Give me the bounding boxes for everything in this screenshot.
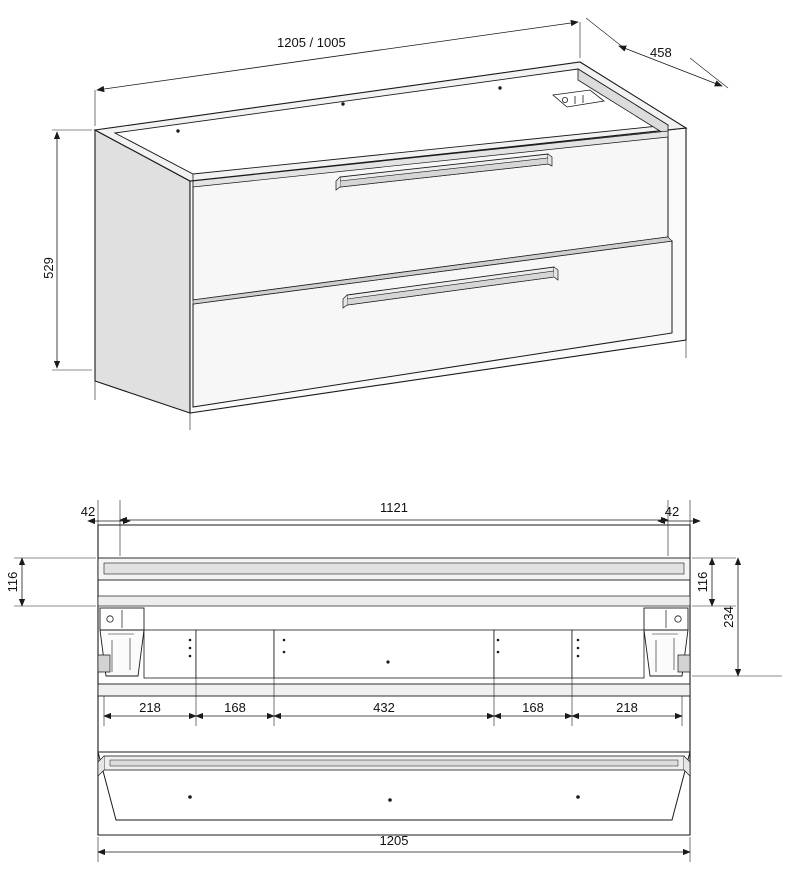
bracket-hole-icon [562,97,567,102]
surface-marker-dot [176,129,179,132]
panel-segment [274,630,494,678]
dimension-inner-width [120,500,668,520]
panel-segment [144,630,196,678]
left-mounting-bracket [98,608,144,676]
dimension-left-height-label: 116 [5,571,20,593]
right-mounting-bracket [644,608,690,676]
plinth-rail-inner [110,760,678,766]
ext-line [690,58,728,88]
dimension-segment-4-label: 168 [522,700,544,715]
surface-marker-dot [498,86,501,89]
ext-line [586,18,624,48]
dimension-segment-2-label: 168 [224,700,246,715]
dimension-segment-1-label: 218 [139,700,161,715]
top-rail-inner [104,563,684,574]
dimension-width-label: 1205 / 1005 [277,35,346,50]
dimension-total-width-label: 1205 [379,833,409,848]
dimension-right-offset-label: 42 [664,504,680,519]
dimension-total-width [98,833,690,862]
dimension-depth-label: 458 [650,45,672,60]
dimension-height-top [41,130,92,370]
hanger-rail [98,596,690,606]
dimension-right-height [692,558,736,606]
dimension-segment-5-label: 218 [616,700,638,715]
dimension-left-offset-label: 42 [80,504,96,519]
bracket-hole-icon [107,616,113,622]
rear-panel-segments [144,630,644,678]
dimension-right-height2-label: 234 [721,606,736,628]
rear-view [5,500,782,862]
dimension-segment-3-label: 432 [373,700,395,715]
lower-rail [98,684,690,696]
dimension-left-height [5,558,96,606]
panel-segment [572,630,644,678]
surface-marker-dot [341,102,344,105]
dimension-inner-width-label: 1121 [380,500,408,515]
dimension-right-height-label: 116 [695,571,710,593]
panel-segment [196,630,274,678]
bracket-hole-icon [675,616,681,622]
panel-segment [494,630,572,678]
bottom-plinth [98,752,690,820]
dimension-height-label: 529 [41,257,56,279]
perspective-view [41,18,728,430]
dimension-depth-top [586,18,728,88]
